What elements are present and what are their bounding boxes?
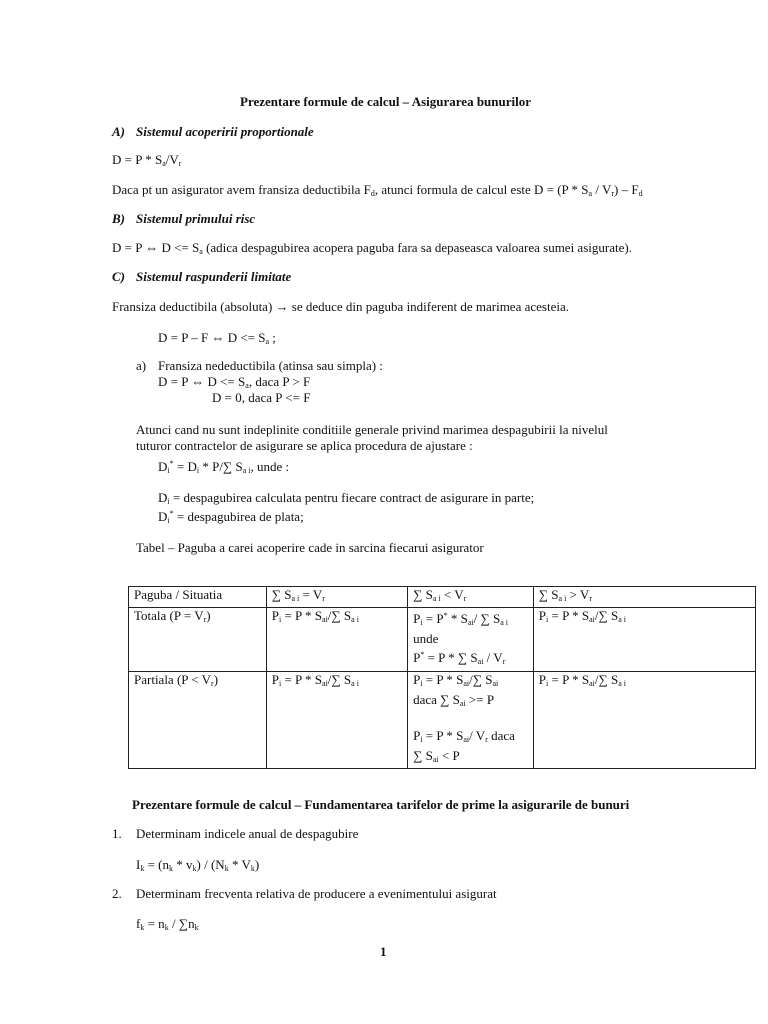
row-totala-gt: $P_i = P * S_{ai}/\sum$ $S_{a i}$ <box>533 608 755 672</box>
table-caption: Tabel – Paguba a carei acoperire cade in sarcina fiecarui asigurator <box>136 540 484 555</box>
header-gt: ∑ $S_{a i} > V_r$ <box>533 587 755 608</box>
atunci-line-2: tuturor contractelor de asigurare se aplica procedura de ajustare : <box>136 438 473 453</box>
page-number: 1 <box>380 944 387 959</box>
fransiza-nededuct-line: Fransiza nedeductibila (atinsa sau simpla) : <box>158 358 383 373</box>
atunci-line-1: Atunci cand nu sunt indeplinite conditiile generale privind marimea despagubirii la nivelul <box>136 422 608 437</box>
section-a-title: Sistemul acoperirii proportionale <box>136 124 314 139</box>
coverage-table <box>128 586 756 769</box>
formula-a2: Daca pt un asigurator avem fransiza deductibila $F_d$, atunci formula de calcul este $D = (P * S_a / V_r) - F_d$ <box>112 182 643 198</box>
document-title: Prezentare formule de calcul – Asigurarea bunurilor <box>240 94 532 109</box>
item-1-number: 1. <box>112 826 122 841</box>
formula-b1: D = P ⇔ $D <= S_a$ (adica despagubirea acopera paguba fara sa depaseasca valoarea sumei asigurate). <box>112 240 632 256</box>
section-b-title: Sistemul primului risc <box>136 211 256 226</box>
row-totala-label: Totala $(P = V_r)$ <box>129 608 267 672</box>
item-2-number: 2. <box>112 886 122 901</box>
item-2-text: Determinam frecventa relativa de producere a evenimentului asigurat <box>136 886 497 901</box>
definition-di: $D_i$ = despagubirea calculata pentru fiecare contract de asigurare in parte; <box>158 490 535 506</box>
row-totala-eq: $P_i = P * S_{ai}/\sum$ $S_{a i}$ <box>266 608 407 672</box>
section-2-title: Prezentare formule de calcul – Fundamentarea tarifelor de prime la asigurarile de bunuri <box>132 797 630 812</box>
row-totala-lt: $P_i = P^* * S_{ai}/$ ∑ $S_{a i}$ unde P* = P * ∑ $S_{ai} / V_r$ <box>408 608 534 672</box>
section-c-label: C) <box>112 269 125 284</box>
formula-frequency: $f_k = n_k / \sum n_k$ <box>136 916 199 932</box>
table-row <box>129 608 756 672</box>
formula-c3: D = 0, daca P <= F <box>212 390 311 405</box>
formula-ajustare: $D_i^* = D_i * P/\sum$ $S_{a i}$, unde : <box>158 459 290 475</box>
row-partiala-label: Partiala $(P < V_r)$ <box>129 672 267 769</box>
header-situatia: Paguba / Situatia <box>129 587 267 608</box>
formula-a1: $D = P * S_a/V_r$ <box>112 152 182 168</box>
table-row <box>129 672 756 769</box>
section-c-title: Sistemul raspunderii limitate <box>136 269 292 284</box>
formula-c1: D = P – F ⇔ $D <= S_a$ ; <box>158 330 276 346</box>
section-b-heading <box>112 211 255 227</box>
subitem-a-label: a) <box>136 358 147 373</box>
item-1-text: Determinam indicele anual de despagubire <box>136 826 359 841</box>
section-c-heading <box>112 269 291 285</box>
table-header-row <box>129 587 756 608</box>
header-lt: ∑ $S_{a i} < V_r$ <box>408 587 534 608</box>
fransiza-deductibila-line: Fransiza deductibila (absoluta) → se deduce din paguba indiferent de marimea acesteia. <box>112 299 569 314</box>
header-eq: ∑ $S_{a i} = V_r$ <box>266 587 407 608</box>
row-partiala-eq: $P_i = P * S_{ai}/\sum$ $S_{a i}$ <box>266 672 407 769</box>
section-a-heading <box>112 124 314 140</box>
formula-c2: D = P ⇔ $D <= S_a$, daca P > F <box>158 374 311 390</box>
section-b-label: B) <box>112 211 125 226</box>
definition-di-star: $D_i^*$ = despagubirea de plata; <box>158 509 304 525</box>
section-a-label: A) <box>112 124 125 139</box>
row-partiala-lt: $P_i = P * S_{ai}/\sum$ $S_{ai}$ daca ∑ $S_{ai} >= P$ $P_i = P * S_{ai}/$ $V_r$ daca ∑ $S_{ai} < P$ <box>408 672 534 769</box>
row-partiala-gt: $P_i = P * S_{ai}/\sum$ $S_{a i}$ <box>533 672 755 769</box>
formula-index: $I_k = (n_k * v_k) / (N_k * V_k)$ <box>136 857 260 873</box>
